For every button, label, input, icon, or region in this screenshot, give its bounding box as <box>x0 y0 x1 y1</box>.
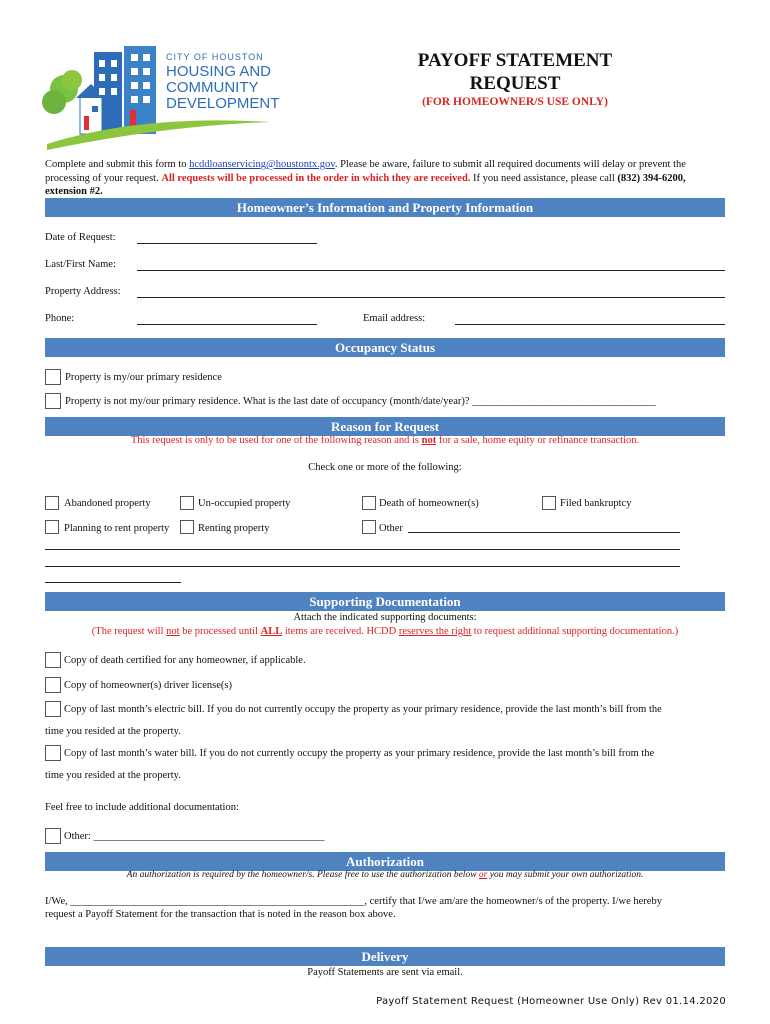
authorization-note <box>45 870 725 880</box>
reason-notes-line-1[interactable] <box>45 549 680 550</box>
title-line-2: REQUEST <box>469 73 561 94</box>
option-planning-rent: Planning to rent property <box>64 523 170 534</box>
logo-text-housing: HOUSING AND <box>166 63 272 80</box>
checkbox-bankruptcy[interactable] <box>542 496 556 510</box>
intro-paragraph <box>45 158 727 199</box>
checkbox-other-doc[interactable] <box>45 828 61 844</box>
feel-free-text: Feel free to include additional documentation: <box>45 802 239 813</box>
checkbox-renting[interactable] <box>180 520 194 534</box>
supporting-note-b: be processed until <box>179 626 261 637</box>
option-other-reason: Other <box>379 523 403 534</box>
email-label: Email address: <box>363 313 426 324</box>
address-field[interactable] <box>137 297 725 298</box>
hcdd-logo <box>42 44 282 154</box>
intro-text-3: If you need assistance, please call <box>470 172 618 184</box>
option-renting: Renting property <box>198 523 270 534</box>
checkbox-death[interactable] <box>362 496 376 510</box>
name-field[interactable] <box>137 270 725 271</box>
option-death: Death of homeowner(s) <box>379 498 479 509</box>
section-header-reason: Reason for Request <box>45 417 725 436</box>
intro-phone: (832) 394-6200, extension #2. <box>45 172 686 197</box>
section-header-homeowner: Homeowner’s Information and Property Information <box>45 198 725 217</box>
logo-text-city: CITY OF HOUSTON <box>166 52 264 62</box>
option-bankruptcy: Filed bankruptcy <box>560 498 632 509</box>
checkbox-unoccupied[interactable] <box>180 496 194 510</box>
authorization-statement: I/We, ________________________________________________________, certify that I/we am/are the homeowner/s of the property. I/we hereby <box>45 896 662 907</box>
date-field[interactable] <box>137 243 317 244</box>
section-header-delivery: Delivery <box>45 947 725 966</box>
checkbox-planning-rent[interactable] <box>45 520 59 534</box>
page-subtitle: (FOR HOMEOWNER/S USE ONLY) <box>422 96 608 108</box>
reason-notes-line-2[interactable] <box>45 566 680 567</box>
supporting-note-all: ALL <box>260 626 283 637</box>
checkbox-driver-license[interactable] <box>45 677 61 693</box>
doc-driver-license: Copy of homeowner(s) driver license(s) <box>64 680 232 691</box>
supporting-note-reserves: reserves the right <box>398 626 472 637</box>
delivery-text: Payoff Statements are sent via email. <box>307 967 463 978</box>
authorization-note-or: or <box>478 870 488 880</box>
checkbox-primary-residence[interactable] <box>45 369 61 385</box>
supporting-attach-text: Attach the indicated supporting documents: <box>293 612 477 623</box>
title-line-1: PAYOFF STATEMENT <box>417 50 613 71</box>
option-not-primary-residence: Property is not my/our primary residence. What is the last date of occupancy (month/date/year)? ___________________________________ <box>65 396 656 407</box>
checkbox-other-reason[interactable] <box>362 520 376 534</box>
logo-text-community: COMMUNITY <box>166 79 259 96</box>
checkbox-electric-bill[interactable] <box>45 701 61 717</box>
supporting-note <box>45 626 725 637</box>
email-field[interactable] <box>455 324 725 325</box>
reason-note-not: not <box>421 435 437 446</box>
footer-revision: Payoff Statement Request (Homeowner Use Only) Rev 01.14.2020 <box>376 996 726 1007</box>
authorization-note-b: you may submit your own authorization. <box>487 870 644 880</box>
checkbox-not-primary-residence[interactable] <box>45 393 61 409</box>
logo-text-development: DEVELOPMENT <box>166 95 280 112</box>
phone-field[interactable] <box>137 324 317 325</box>
checkbox-water-bill[interactable] <box>45 745 61 761</box>
authorization-statement-cont: request a Payoff Statement for the transaction that is noted in the reason box above. <box>45 909 396 920</box>
address-label: Property Address: <box>45 286 121 297</box>
supporting-note-not: not <box>166 626 180 637</box>
section-header-supporting: Supporting Documentation <box>45 592 725 611</box>
email-link[interactable]: hcddloanservicing@houstontx.gov <box>189 159 335 170</box>
section-header-authorization: Authorization <box>45 852 725 871</box>
name-label: Last/First Name: <box>45 259 116 270</box>
reason-note-text-2: for a sale, home equity or refinance transaction. <box>436 435 640 446</box>
intro-text-2: . Please be aware, failure to submit all required documents will delay or prevent the processing of your request. <box>45 159 686 184</box>
date-label: Date of Request: <box>45 232 116 243</box>
reason-note <box>45 435 725 446</box>
doc-electric-bill-cont: time you resided at the property. <box>45 726 181 737</box>
supporting-note-d: to request additional supporting documentation.) <box>471 626 679 637</box>
other-reason-field[interactable] <box>408 532 680 533</box>
reason-note-text-1: This request is only to be used for one of the following reason and is <box>130 435 422 446</box>
reason-instruction: Check one or more of the following: <box>308 462 462 473</box>
supporting-note-a: (The request will <box>91 626 167 637</box>
option-primary-residence: Property is my/our primary residence <box>65 372 222 383</box>
other-doc-field[interactable]: Other: ____________________________________________ <box>64 831 325 842</box>
supporting-note-c: items are received. HCDD <box>282 626 399 637</box>
section-header-occupancy: Occupancy Status <box>45 338 725 357</box>
doc-water-bill-cont: time you resided at the property. <box>45 770 181 781</box>
intro-text-1: Complete and submit this form to <box>45 159 190 170</box>
option-abandoned: Abandoned property <box>64 498 151 509</box>
doc-death-certificate: Copy of death certified for any homeowner, if applicable. <box>64 655 306 666</box>
intro-red-notice: All requests will be processed in the order in which they are received. <box>161 172 471 184</box>
reason-notes-line-3[interactable] <box>45 582 181 583</box>
checkbox-abandoned[interactable] <box>45 496 59 510</box>
checkbox-death-certificate[interactable] <box>45 652 61 668</box>
option-unoccupied: Un-occupied property <box>198 498 291 509</box>
phone-label: Phone: <box>45 313 75 324</box>
doc-water-bill: Copy of last month’s water bill. If you do not currently occupy the property as your primary residence, provide the last month’s bill from the <box>64 748 655 759</box>
doc-electric-bill: Copy of last month’s electric bill. If you do not currently occupy the property as your primary residence, provide the last month’s bill from the <box>64 704 662 715</box>
authorization-note-a: An authorization is required by the homeowner/s. Please free to use the authorization below <box>126 870 479 880</box>
page-title <box>370 49 660 95</box>
